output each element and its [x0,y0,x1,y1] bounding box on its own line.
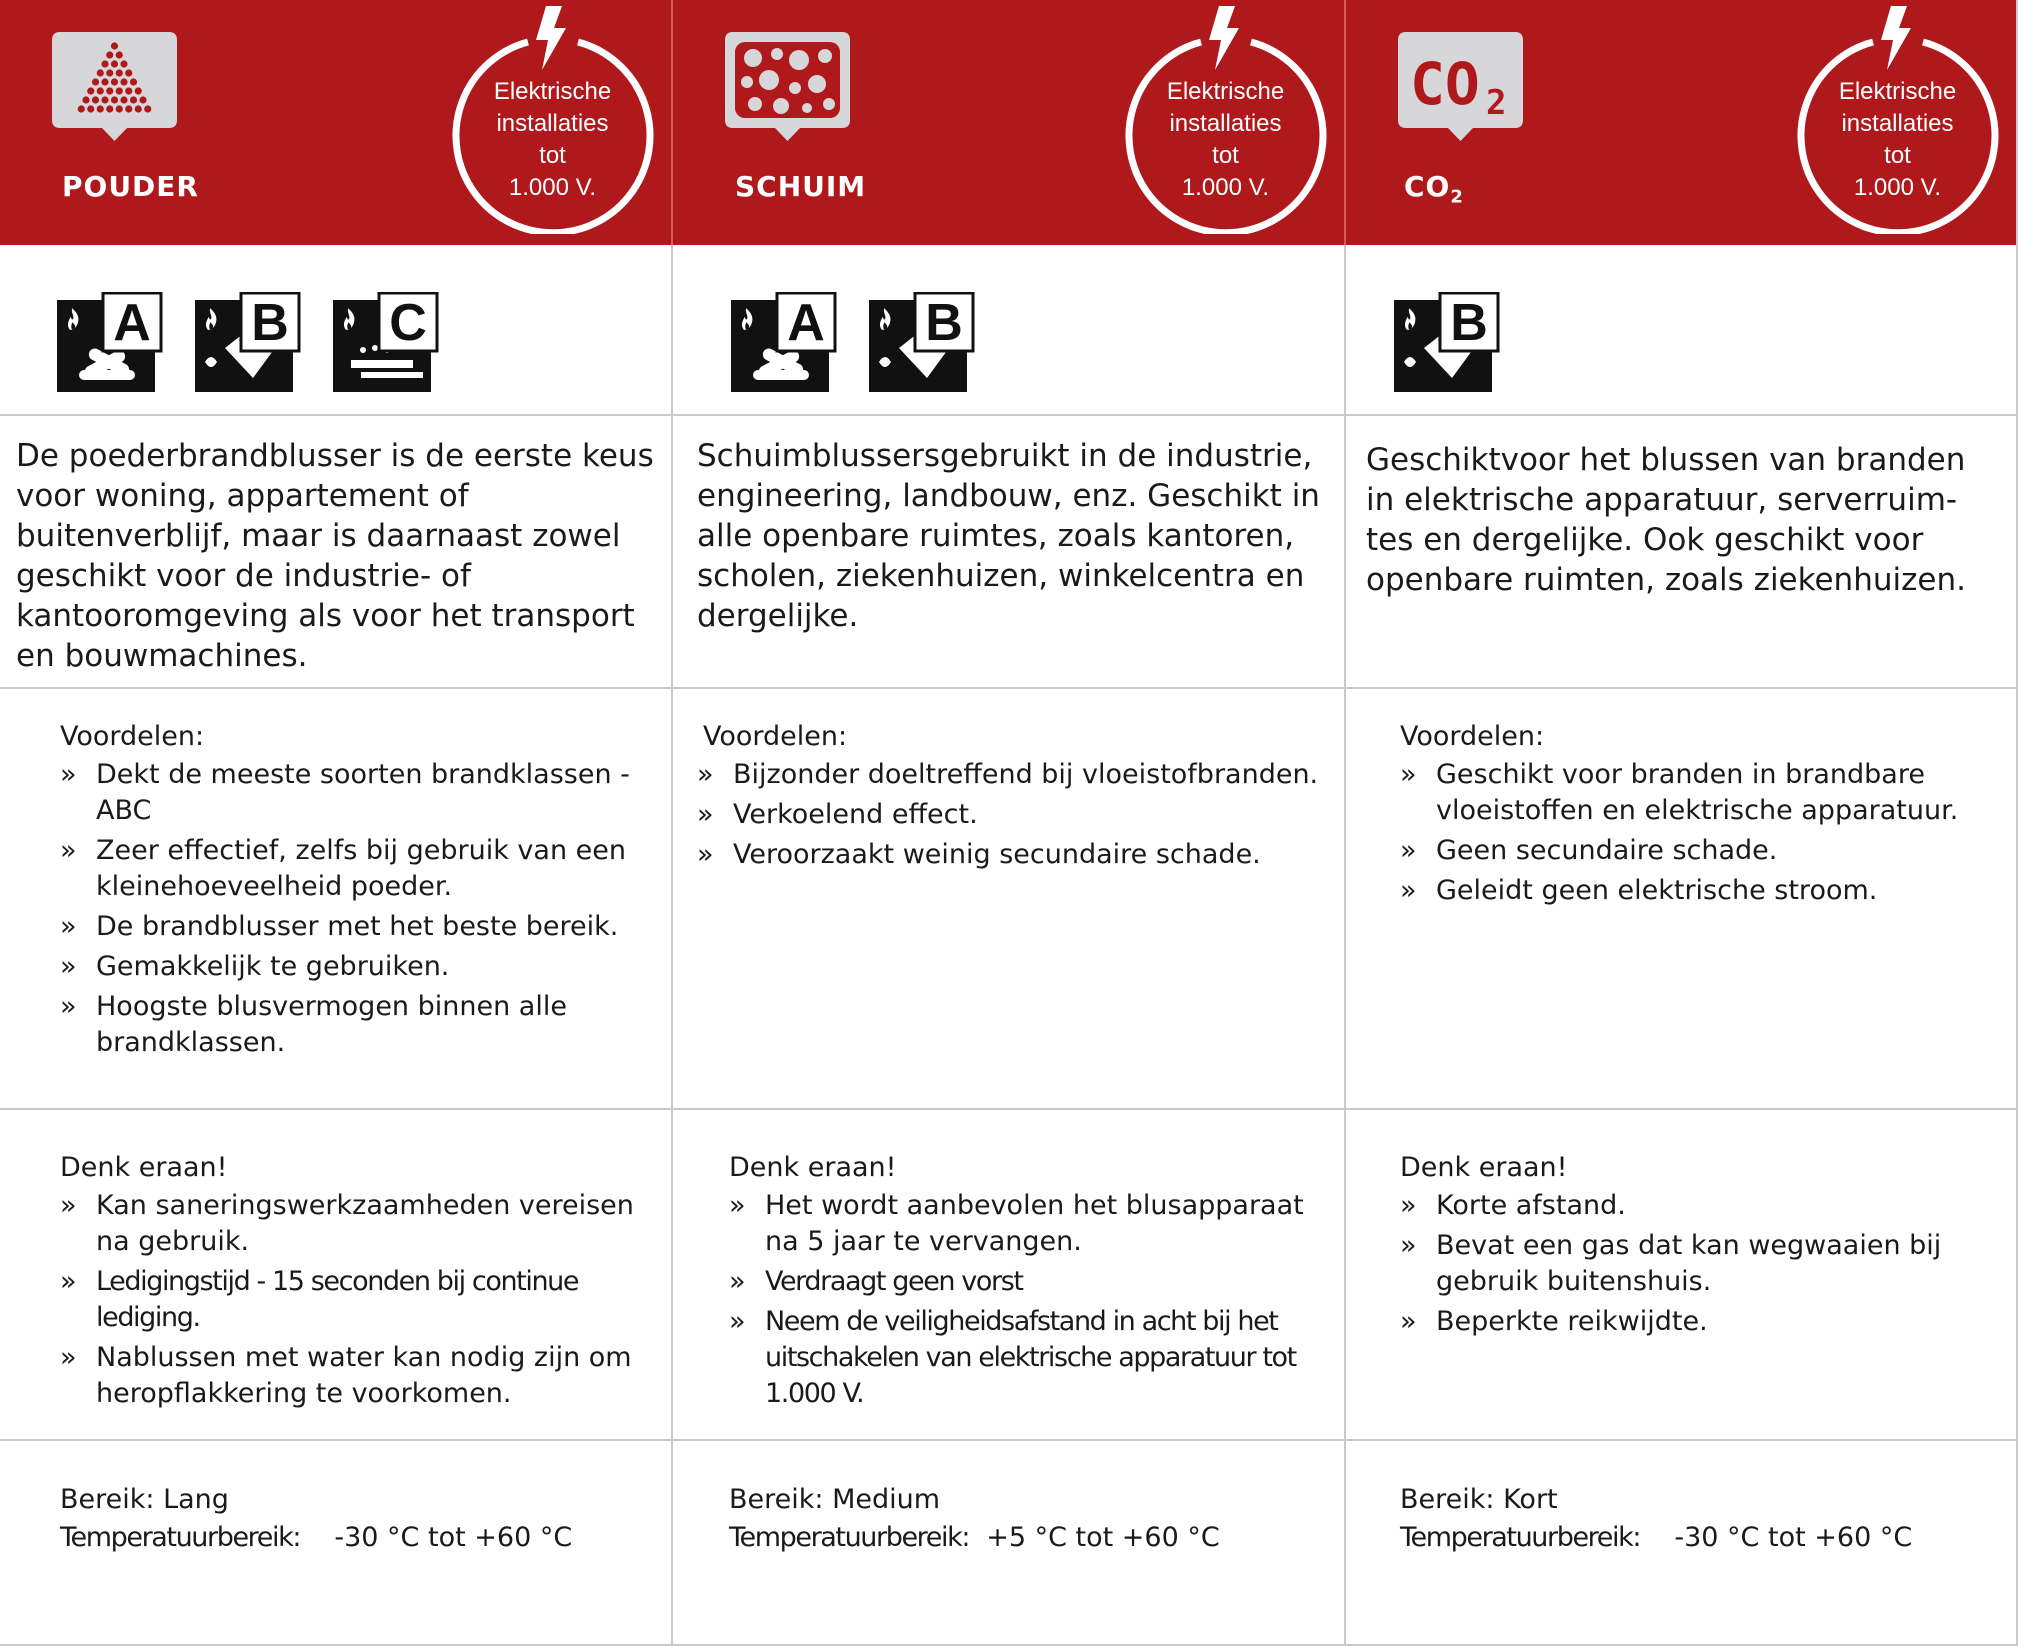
description-text: Geschiktvoor het blussen van branden in elektrische apparatuur, serverruim-tes en dergelijke. Ook geschikt voor openbare ruimten, zoals ziekenhuizen. [1366,442,1966,598]
voltage-line-3: tot [539,142,566,169]
range-powder [0,1441,673,1646]
temperature-label: Temperatuurbereik: [60,1522,301,1553]
temperature-label: Temperatuurbereik: [1400,1522,1641,1553]
advantages-title: Voordelen: [703,721,848,752]
advantages-foam [673,689,1346,1110]
temperature-value: -30 °C tot +60 °C [334,1522,573,1553]
fire-classes-co2 [1346,245,2018,416]
foam-bubbles-icon [725,32,850,141]
voltage-line-2: installaties [1169,110,1282,137]
extinguisher-type-label [1404,170,1464,208]
list-item: » Dekt de meeste soorten brandklassen - ABC [60,757,651,829]
range-label: Bereik: Lang [60,1484,229,1515]
fire-classes-foam [673,245,1346,416]
list-item: » Verkoelend effect. [697,797,1324,833]
type-label-sub: 2 [1450,186,1464,208]
range-foam [673,1441,1346,1646]
remember-title: Denk eraan! [729,1152,897,1183]
svg-text:B: B [251,294,289,352]
advantages-list [60,719,651,1065]
list-item: » Hoogste blusvermogen binnen alle brandklassen. [60,989,651,1061]
voltage-line-3: tot [1884,142,1911,169]
list-item: » Geleidt geen elektrische stroom. [1400,873,1996,909]
advantages-co2 [1346,689,2018,1110]
voltage-line-1: Elektrische [1838,78,1957,105]
fire-class-b-icon [195,292,301,392]
list-item: » Neem de veiligheidsafstand in acht bij het uitschakelen van elektrische apparatuur tot 1.000 V. [729,1304,1324,1412]
fire-classes-powder [0,245,673,416]
description-powder [0,416,673,689]
list-item: » Het wordt aanbevolen het blusapparaat na 5 jaar te vervangen. [729,1188,1324,1260]
list-item: » Korte afstand. [1400,1188,1996,1224]
fire-class-list [57,292,439,392]
voltage-badge [1795,4,2000,234]
list-item: » Kan saneringswerkzaamheden vereisen na gebruik. [60,1188,651,1260]
advantages-list [1400,719,1996,913]
list-item: » De brandblusser met het beste bereik. [60,909,651,945]
range-info [1400,1481,1912,1557]
fire-class-b-icon [1394,292,1500,392]
voltage-line-4: 1.000 V. [1853,174,1942,201]
remember-list [729,1150,1324,1416]
voltage-line-4: 1.000 V. [1181,174,1270,201]
range-info [60,1481,572,1557]
voltage-line-1: Elektrische [1166,78,1285,105]
svg-text:A: A [113,294,151,352]
voltage-line-1: Elektrische [493,78,612,105]
co2-icon-text: CO [1410,50,1480,118]
fire-class-b-icon [869,292,975,392]
list-item: » Gemakkelijk te gebruiken. [60,949,651,985]
voltage-badge [450,4,655,234]
range-label: Bereik: Medium [729,1484,941,1515]
remember-title: Denk eraan! [1400,1152,1568,1183]
list-item: » Zeer effectief, zelfs bij gebruik van een kleinehoeveelheid poeder. [60,833,651,905]
fire-class-a-icon [57,292,163,392]
description-co2 [1346,416,2018,689]
extinguisher-type-label: SCHUIM [735,170,867,203]
voltage-line-4: 1.000 V. [508,174,597,201]
svg-text:B: B [1450,294,1488,352]
advantages-title: Voordelen: [60,721,205,752]
header-powder [0,0,673,245]
voltage-line-3: tot [1212,142,1239,169]
fire-class-c-icon [333,292,439,392]
list-item: » Bijzonder doeltreffend bij vloeistofbranden. [697,757,1324,793]
advantages-list [697,719,1324,877]
type-label-main: CO [1404,170,1451,203]
list-item: » Beperkte reikwijdte. [1400,1304,1996,1340]
remember-foam [673,1110,1346,1441]
remember-co2 [1346,1110,2018,1441]
range-label: Bereik: Kort [1400,1484,1558,1515]
temperature-value: +5 °C tot +60 °C [986,1522,1220,1553]
description-text: Schuimblussersgebruikt in de industrie, engineering, landbouw, enz. Geschikt in alle openbare ruimtes, zoals kantoren, scholen, ziekenhuizen, winkelcentra en dergelijke. [697,438,1320,634]
list-item: » Geschikt voor branden in brandbare vloeistoffen en elektrische apparatuur. [1400,757,1996,829]
range-info [729,1481,1220,1557]
header-co2 [1346,0,2018,245]
list-item: » Veroorzaakt weinig secundaire schade. [697,837,1324,873]
description-text: De poederbrandblusser is de eerste keus voor woning, appartement of buitenverblijf, maar is daarnaast zowel geschikt voor de industrie- of kantooromgeving als voor het transport en bouwmachines. [16,438,654,674]
remember-powder [0,1110,673,1441]
range-co2 [1346,1441,2018,1646]
list-item: » Nablussen met water kan nodig zijn om heropflakkering te voorkomen. [60,1340,651,1412]
voltage-line-2: installaties [1841,110,1954,137]
advantages-powder [0,689,673,1110]
remember-list [1400,1150,1996,1344]
powder-pyramid-icon [52,32,177,141]
temperature-value: -30 °C tot +60 °C [1674,1522,1913,1553]
remember-title: Denk eraan! [60,1152,228,1183]
list-item: » Verdraagt geen vorst [729,1264,1324,1300]
svg-text:C: C [389,294,427,352]
advantages-title: Voordelen: [1400,721,1545,752]
voltage-line-2: installaties [496,110,609,137]
co2-icon [1398,32,1523,141]
list-item: » Ledigingstijd - 15 seconden bij continue lediging. [60,1264,651,1336]
extinguisher-type-label: POUDER [62,170,199,203]
fire-class-a-icon [731,292,837,392]
list-item: » Bevat een gas dat kan wegwaaien bij gebruik buitenshuis. [1400,1228,1996,1300]
remember-list [60,1150,651,1416]
svg-text:A: A [787,294,825,352]
header-foam [673,0,1346,245]
voltage-badge [1123,4,1328,234]
fire-class-list [1394,292,1500,392]
temperature-label: Temperatuurbereik: [729,1522,970,1553]
fire-class-list [731,292,975,392]
description-foam [673,416,1346,689]
list-item: » Geen secundaire schade. [1400,833,1996,869]
svg-text:B: B [925,294,963,352]
co2-icon-sub: 2 [1486,83,1507,123]
